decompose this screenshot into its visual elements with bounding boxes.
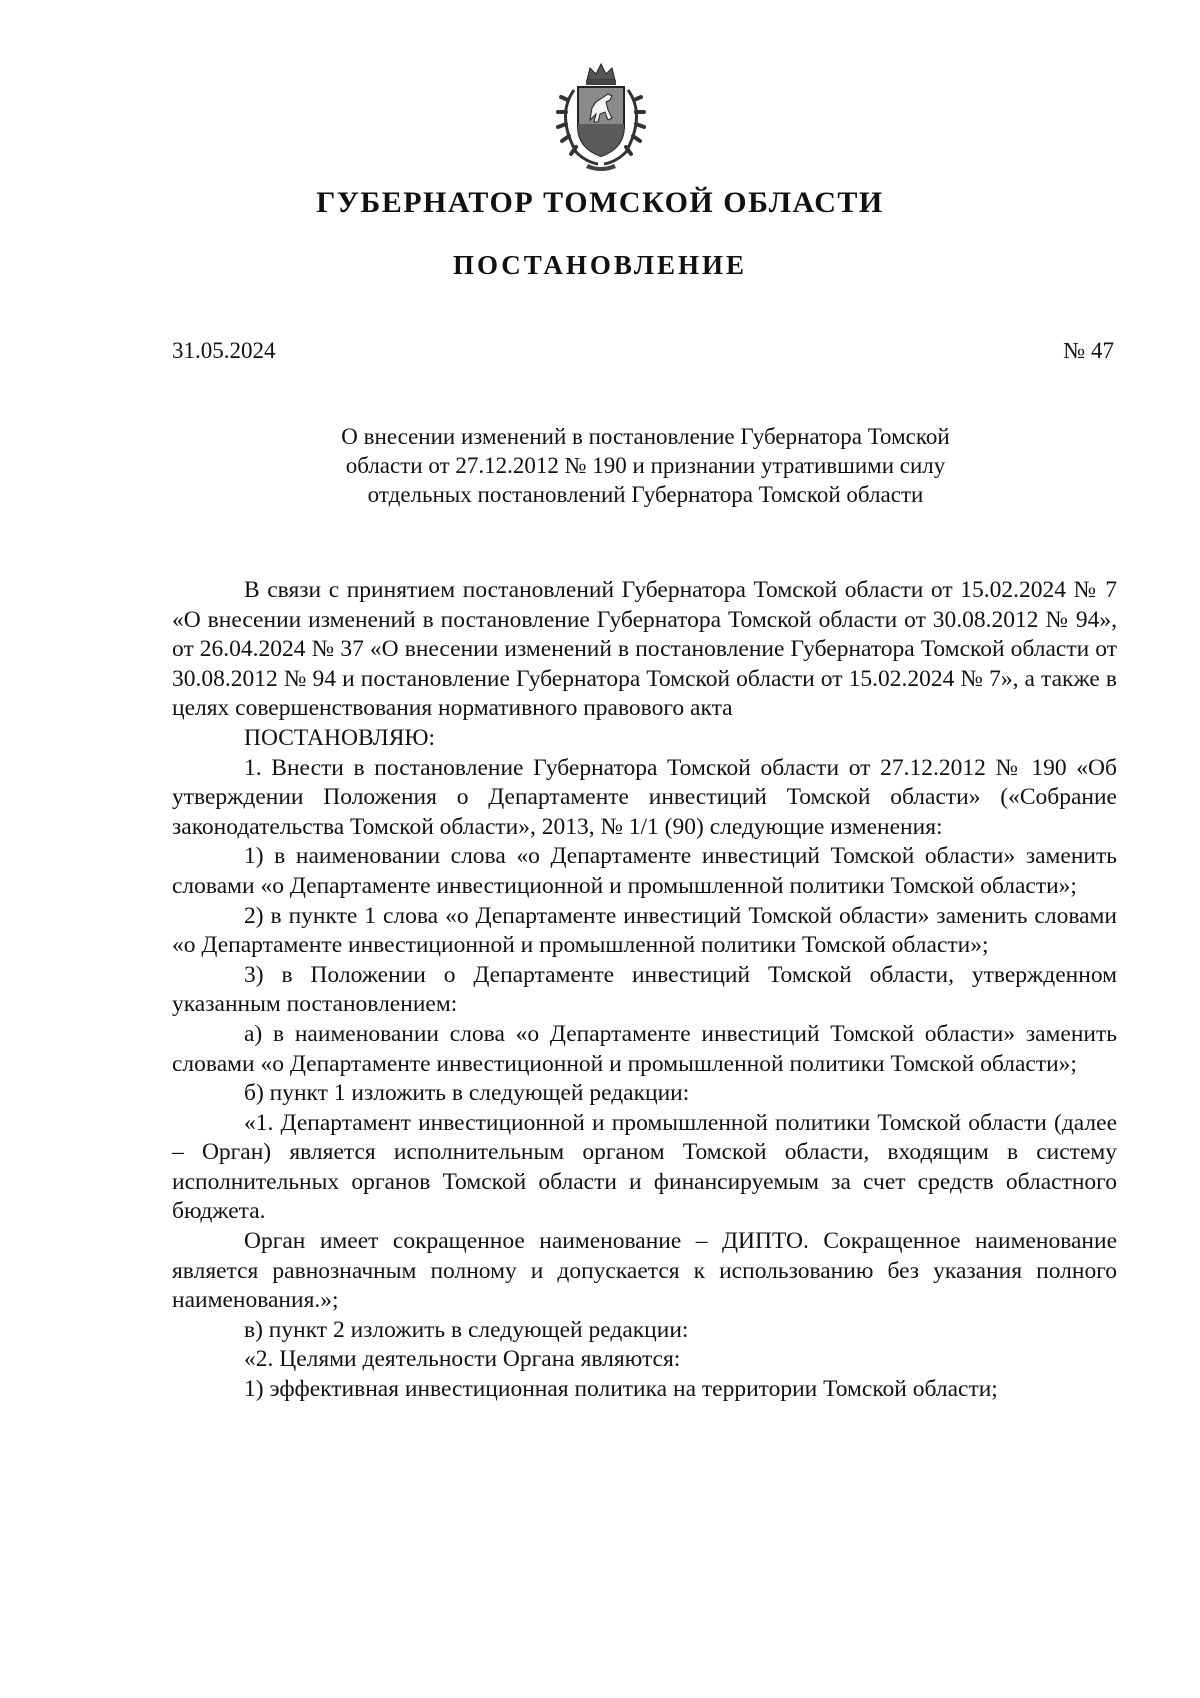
document-date: 31.05.2024 — [172, 338, 276, 363]
document-body — [172, 576, 1117, 1405]
quoted-point-2-item-1: 1) эффективная инвестиционная политика на территории Томской области; — [244, 1376, 998, 1403]
clause-1-item-1: 1) в наименовании слова «о Департаменте инвестиций Томской области» заменить словами «о Департаменте инвестиционной и промышленной политики Томской области»; — [172, 843, 1117, 899]
clause-1-item-3b: б) пункт 1 изложить в следующей редакции: — [244, 1080, 690, 1107]
quoted-point-1: «1. Департамент инвестиционной и промышленной политики Томской области (далее – Орган) является исполнительным органом Томской области, входящим в систему исполнительных органов Томской области и финансируемым за счет средств областного бюджета. — [172, 1109, 1117, 1225]
subject-line: О внесении изменений в постановление Губернатора Томской — [341, 424, 950, 449]
clause-1-item-3a: а) в наименовании слова «о Департаменте инвестиций Томской области» заменить словами «о Департаменте инвестиционной и промышленной политики Томской области»; — [172, 1020, 1117, 1077]
clause-1-item-2: 2) в пункте 1 слова «о Департаменте инвестиций Томской области» заменить словами «о Департаменте инвестиционной и промышленной политики Томской области»; — [172, 902, 1117, 959]
tomsk-region-coat-of-arms-icon — [546, 60, 656, 172]
document-type: ПОСТАНОВЛЕНИЕ — [452, 250, 748, 280]
decree-word: ПОСТАНОВЛЯЮ: — [244, 724, 436, 751]
subject-line: области от 27.12.2012 № 190 и признании утратившими силу — [345, 453, 946, 478]
document-number: № 47 — [1063, 338, 1114, 363]
clause-1: 1. Внести в постановление Губернатора Томской области от 27.12.2012 № 190 «Об утверждении Положения о Департаменте инвестиций Томской области» («Собрание законодательства Томской области», 2013, № 1/1 (90) следующие изменения: — [172, 754, 1117, 840]
quoted-point-1-cont: Орган имеет сокращенное наименование – ДИПТО. Сокращенное наименование является равнозначным полному и допускается к использованию без указания полного наименования.»; — [172, 1228, 1117, 1314]
quoted-point-2: «2. Целями деятельности Органа являются: — [244, 1346, 681, 1373]
clause-1-item-3c: в) пункт 2 изложить в следующей редакции: — [244, 1316, 689, 1343]
clause-1-item-3: 3) в Положении о Департаменте инвестиций Томской области, утвержденном указанным постановлением: — [172, 961, 1117, 1018]
preamble-paragraph: В связи с принятием постановлений Губернатора Томской области от 15.02.2024 № 7 «О внесении изменений в постановление Губернатора Томской области от 30.08.2012 № 94», от 26.04.2024 № 37 «О внесении изменений в постановление Губернатора Томской области от 30.08.2012 № 94 и постановление Губернатора Томской области от 15.02.2024 № 7», а также в целях совершенствования нормативного правового акта — [172, 577, 1117, 722]
subject-line: отдельных постановлений Губернатора Томской области — [367, 482, 924, 507]
issuing-authority: ГУБЕРНАТОР ТОМСКОЙ ОБЛАСТИ — [316, 186, 884, 219]
document-subject — [172, 422, 1119, 509]
